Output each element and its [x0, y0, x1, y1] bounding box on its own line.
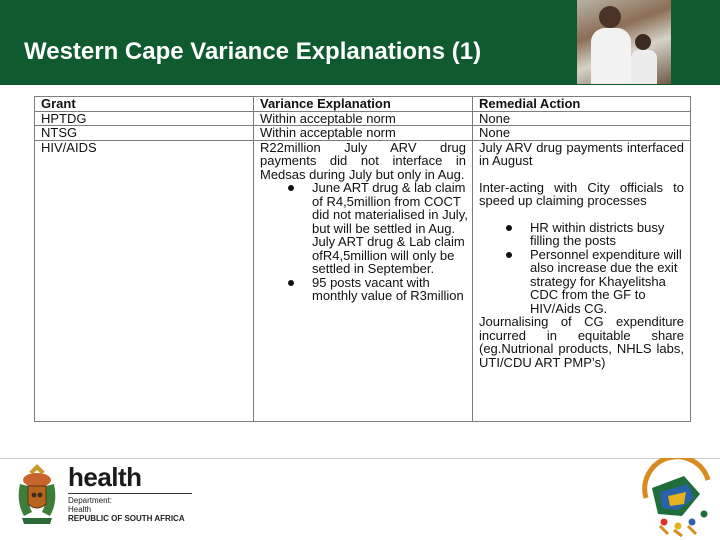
variance-cell: Within acceptable norm — [254, 126, 473, 141]
variance-cell — [254, 140, 473, 422]
table-row-hiv — [35, 140, 691, 422]
variance-cell: Within acceptable norm — [254, 111, 473, 126]
header-bar — [0, 0, 720, 85]
header-photo — [577, 0, 671, 84]
variance-intro: R22million July ARV drug payments did not interface in Medsas during July but only in Aug. — [260, 139, 466, 182]
logo-rule — [68, 493, 192, 494]
list-item: June ART drug & lab claim of R4,5million from COCT did not materialised in July, but will be settled in Aug. July ART drug & Lab claim ofR4,5million will only be settled in September. — [260, 181, 472, 276]
remedial-paragraph: July ARV drug payments interfaced in August — [479, 139, 684, 168]
remedial-paragraph: Journalising of CG expenditure incurred in equitable share (eg.Nutrional products, NHLS labs, UTI/CDU ART PMP’s) — [479, 314, 684, 370]
20-years-freedom-logo — [638, 458, 718, 538]
list-item: HR within districts busy filling the posts — [479, 221, 690, 248]
list-item: Personnel expenditure will also increase due the exit strategy for Khayelitsha CDC from the GF to HIV/Aids CG. — [479, 248, 690, 316]
list-item: 95 posts vacant with monthly value of R3million — [260, 276, 472, 303]
dept-line: Department: — [68, 496, 113, 505]
table-row — [35, 126, 691, 141]
grant-cell: HIV/AIDS — [35, 140, 254, 422]
remedial-cell — [473, 140, 691, 422]
grant-cell: HPTDG — [35, 111, 254, 126]
table-row — [35, 111, 691, 126]
header-grant: Grant — [35, 97, 254, 112]
remedial-bullet-list — [479, 221, 690, 316]
page-title: Western Cape Variance Explanations (1) — [24, 38, 482, 65]
coat-of-arms-icon — [12, 462, 62, 528]
variance-bullet-list — [260, 181, 472, 303]
department-text — [68, 496, 185, 523]
footer-divider — [0, 458, 720, 459]
remedial-paragraph: Inter-acting with City officials to speed up claiming processes — [479, 179, 684, 208]
header-remedial: Remedial Action — [473, 97, 691, 112]
table-header-row — [35, 97, 691, 112]
dept-line: Health — [68, 505, 92, 514]
health-logo-word: health — [68, 462, 142, 492]
dept-country: REPUBLIC OF SOUTH AFRICA — [68, 514, 185, 523]
header-variance: Variance Explanation — [254, 97, 473, 112]
variance-table — [34, 96, 691, 422]
remedial-cell: None — [473, 126, 691, 141]
remedial-cell: None — [473, 111, 691, 126]
grant-cell: NTSG — [35, 126, 254, 141]
